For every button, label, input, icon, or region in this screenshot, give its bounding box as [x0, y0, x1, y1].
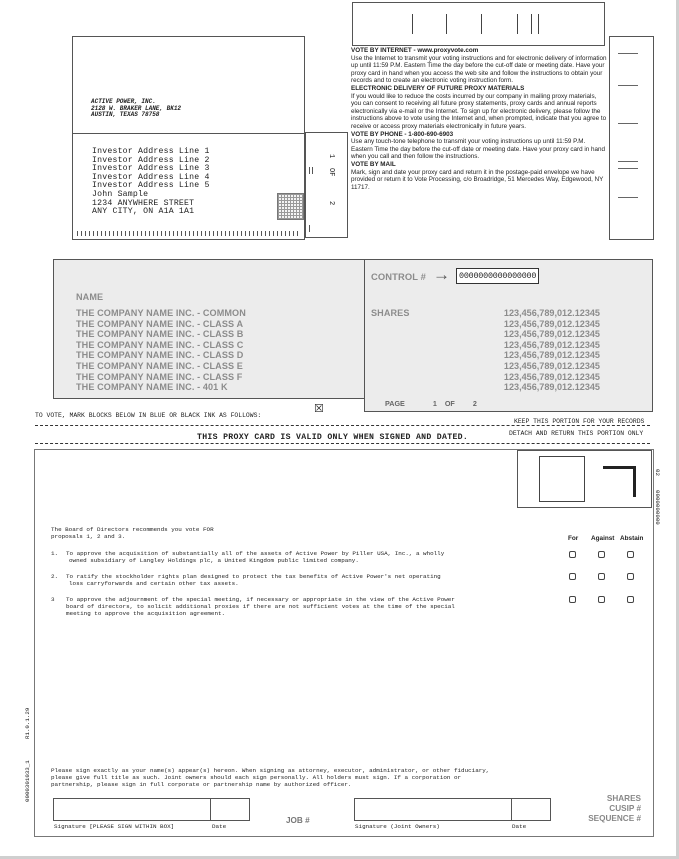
investor-address-line: Investor Address Line 5: [92, 181, 210, 191]
barcode-bar: [531, 14, 532, 34]
company-name: THE COMPANY NAME INC. - CLASS B: [76, 329, 244, 340]
investor-address-line: Investor Address Line 4: [92, 172, 210, 182]
scan-square: [539, 456, 585, 502]
page-of: OF: [444, 399, 455, 408]
return-address: [91, 99, 181, 119]
proposal-text: To ratify the stockholder rights plan designed to protect the tax benefits of Active Power's net operating: [66, 573, 441, 580]
voting-instructions: [351, 47, 608, 191]
scan-target-box: [517, 450, 652, 508]
company-name: THE COMPANY NAME INC. - 401 K: [76, 382, 228, 393]
strip-mark: [618, 161, 638, 162]
electronic-delivery-heading: ELECTRONIC DELIVERY OF FUTURE PROXY MATERIALS: [351, 84, 525, 92]
datamatrix-code: [277, 193, 304, 220]
footer-sequence: SEQUENCE #: [588, 813, 641, 823]
proposal-text: owned subsidiary of Langley Holdings plc, a United Kingdom public limited company.: [69, 557, 359, 564]
detach-line-1: [35, 425, 650, 426]
date-label: Date: [212, 823, 227, 830]
page-mark-tick: [312, 167, 313, 174]
return-address-line: 2128 W. BRAKER LANE, BK12: [91, 104, 182, 112]
company-name: THE COMPANY NAME INC. - CLASS A: [76, 318, 244, 329]
proposal-1-for-checkbox[interactable]: [569, 551, 576, 558]
proposal-1-abstain-checkbox[interactable]: [627, 551, 634, 558]
joint-signature-label: Signature (Joint Owners): [355, 823, 440, 830]
joint-signature-box[interactable]: [354, 798, 512, 821]
page-mark-tick: [309, 167, 310, 174]
strip-mark: [618, 168, 638, 169]
postal-tick-bar: [77, 231, 301, 236]
right-side-code-2: 02: [654, 469, 661, 476]
holdings-names-panel: [53, 259, 365, 399]
corner-mark: [603, 466, 636, 497]
company-name-list: [76, 308, 246, 393]
share-amount: 123,456,789,012.12345: [503, 308, 600, 318]
investor-address-line: John Sample: [92, 189, 149, 199]
company-name: THE COMPANY NAME INC. - CLASS F: [76, 371, 243, 382]
footer-cusip: CUSIP #: [609, 803, 641, 813]
signing-instruction-line: Please sign exactly as your name(s) appear(s) hereon. When signing as attorney, executor, administrator, or other fiduciary,: [51, 767, 490, 774]
right-edge-strip: [609, 36, 654, 240]
return-address-line: AUSTIN, TEXAS 78758: [91, 111, 160, 119]
proposal-number: 3: [51, 596, 55, 603]
barcode-bar: [538, 14, 539, 34]
mail-vote-text: Mark, sign and date your proxy card and return it in the postage-paid envelope we have provided or return it to Vote Processing, c/o Broadridge, 51 Mercedes Way, Edgewood, NY 11717.: [351, 168, 604, 191]
share-amount: 123,456,789,012.12345: [503, 360, 600, 371]
phone-vote-heading: VOTE BY PHONE - 1-800-690-6903: [351, 130, 454, 138]
signature-box[interactable]: [53, 798, 211, 821]
page-indicator: [385, 399, 477, 408]
detach-portion-text: DETACH AND RETURN THIS PORTION ONLY: [509, 430, 644, 437]
column-header-against: Against: [591, 535, 615, 542]
detach-line-2: [35, 443, 650, 444]
date-box[interactable]: [210, 798, 250, 821]
proposal-number: 1.: [51, 550, 59, 557]
barcode-bar: [446, 14, 447, 34]
job-label: JOB #: [286, 816, 310, 825]
return-address-line: ACTIVE POWER, INC.: [91, 98, 156, 105]
left-side-code: 0000301033_1: [24, 760, 31, 802]
share-amount: 123,456,789,012.12345: [503, 382, 600, 393]
page-mark-strip: [305, 132, 348, 238]
holdings-shares-panel: [364, 259, 653, 412]
page-mark-of: OF: [327, 168, 335, 177]
page-total: 2: [472, 399, 477, 408]
column-header-for: For: [568, 535, 579, 542]
proposal-3-abstain-checkbox[interactable]: [627, 596, 634, 603]
mail-vote-heading: VOTE BY MAIL: [351, 160, 396, 168]
keep-portion-text: KEEP THIS PORTION FOR YOUR RECORDS: [514, 418, 645, 425]
control-label: CONTROL #: [371, 271, 426, 282]
investor-address-line: Investor Address Line 3: [92, 164, 210, 174]
proposal-text: loss carryforwards and certain other tax assets.: [69, 580, 239, 587]
name-label: NAME: [76, 292, 104, 302]
shares-label: SHARES: [371, 308, 410, 318]
proposal-number: 2.: [51, 573, 59, 580]
investor-address-line: Investor Address Line 1: [92, 147, 210, 156]
footer-shares: SHARES: [606, 794, 641, 803]
right-side-code: 0000000000: [654, 490, 661, 525]
proposal-3-against-checkbox[interactable]: [598, 596, 605, 603]
phone-vote-text: Use any touch-tone telephone to transmit your voting instructions up until 11:59 P.M. Eastern Time the day before the cut-off date or meeting date. Have your proxy card in hand when you call and then follow the instructions.: [351, 138, 606, 161]
signing-instruction-line: partnership, please sign in full corporate or partnership name by authorized officer.: [51, 781, 352, 788]
investor-address-line: ANY CITY, ON A1A 1A1: [92, 207, 195, 217]
electronic-delivery-text: If you would like to reduce the costs incurred by our company in mailing proxy materials, you can consent to receiving all future proxy statements, proxy cards and annual reports electronically via e-mail or the Internet. To sign up for electronic delivery, please follow the instructions above to vote using the Internet and, when prompted, indicate that you agree to receive or access proxy materials electronically in future years.: [351, 92, 607, 130]
company-name: THE COMPANY NAME INC. - CLASS E: [76, 360, 243, 371]
page-mark-tick: [309, 225, 310, 232]
sample-mark-icon: ☒: [314, 403, 324, 415]
left-side-revision: R1.0.1.29: [24, 707, 31, 739]
proposal-2-for-checkbox[interactable]: [569, 573, 576, 580]
proposal-2-abstain-checkbox[interactable]: [627, 573, 634, 580]
company-name: THE COMPANY NAME INC. - CLASS D: [76, 350, 244, 361]
share-amount: 123,456,789,012.12345: [503, 318, 600, 329]
page-mark-two: 2: [327, 201, 335, 206]
investor-address-line: 1234 ANYWHERE STREET: [92, 198, 195, 208]
share-amount: 123,456,789,012.12345: [503, 350, 600, 361]
joint-date-label: Date: [512, 823, 527, 830]
share-amount: 123,456,789,012.12345: [503, 329, 600, 340]
internet-vote-heading: VOTE BY INTERNET - www.proxyvote.com: [351, 47, 479, 54]
page-mark-one: 1: [327, 154, 335, 159]
ballot-section: [34, 449, 654, 837]
address-divider: [73, 133, 304, 134]
proposal-text: meeting to approve the acquisition agreement.: [66, 610, 226, 617]
page-label: PAGE: [385, 399, 405, 408]
recommendation-line: The Board of Directors recommends you vote FOR: [51, 526, 214, 533]
control-number: 0000000000000000: [459, 271, 537, 281]
barcode-bar: [481, 14, 482, 34]
page-number: 1: [432, 399, 437, 408]
proposal-text: board of directors, to solicit additional proxies if there are not sufficient votes at the time of the special: [66, 603, 455, 610]
share-amount: 123,456,789,012.12345: [503, 371, 600, 382]
signing-instruction-line: please give full title as such. Joint owners should each sign personally. All holders must sign. If a corporation or: [51, 774, 462, 781]
proposal-1-against-checkbox[interactable]: [598, 551, 605, 558]
control-arrow-icon: →: [433, 265, 450, 284]
barcode-bar: [412, 14, 413, 34]
recommendation-line: proposals 1, 2 and 3.: [51, 533, 126, 540]
barcode-bar: [517, 14, 518, 34]
proposal-text: To approve the adjournment of the special meeting, if necessary or appropriate in the view of the Active Power: [66, 596, 455, 603]
valid-notice: THIS PROXY CARD IS VALID ONLY WHEN SIGNED AND DATED.: [197, 433, 469, 442]
strip-mark: [618, 123, 638, 124]
strip-mark: [618, 197, 638, 198]
column-header-abstain: Abstain: [620, 535, 644, 542]
postal-barcode-box: [352, 2, 605, 46]
strip-mark: [618, 53, 638, 54]
proposal-1: [51, 550, 444, 564]
joint-date-box[interactable]: [511, 798, 551, 821]
marking-instruction: TO VOTE, MARK BLOCKS BELOW IN BLUE OR BLACK INK AS FOLLOWS:: [35, 412, 262, 419]
board-recommendation: [51, 526, 214, 540]
signing-instructions: [51, 767, 489, 788]
share-amount: 123,456,789,012.12345: [503, 339, 600, 350]
proposal-2: [51, 573, 441, 587]
proposal-3: [51, 596, 455, 617]
control-number-box: [456, 268, 539, 284]
company-name: THE COMPANY NAME INC. - CLASS C: [76, 339, 244, 350]
investor-address-line: Investor Address Line 2: [92, 155, 210, 165]
footer-codes: [565, 794, 641, 823]
signature-label: Signature [PLEASE SIGN WITHIN BOX]: [54, 823, 175, 830]
strip-mark: [618, 85, 638, 86]
share-amount-list: [473, 308, 600, 393]
company-name: THE COMPANY NAME INC. - COMMON: [76, 308, 246, 318]
internet-vote-text: Use the Internet to transmit your voting instructions and for electronic delivery of information up until 11:59 P.M. Eastern Time the day before the cut-off date or meeting date. Have your proxy card in hand when you access the web site and follow the instructions to obtain your records and to create an electronic voting instruction form.: [351, 54, 607, 85]
investor-address: [92, 148, 210, 217]
proposal-text: To approve the acquisition of substantially all of the assets of Active Power by Piller USA, Inc., a wholly: [66, 550, 445, 557]
address-window: [72, 36, 305, 240]
proposal-3-for-checkbox[interactable]: [569, 596, 576, 603]
proposal-2-against-checkbox[interactable]: [598, 573, 605, 580]
